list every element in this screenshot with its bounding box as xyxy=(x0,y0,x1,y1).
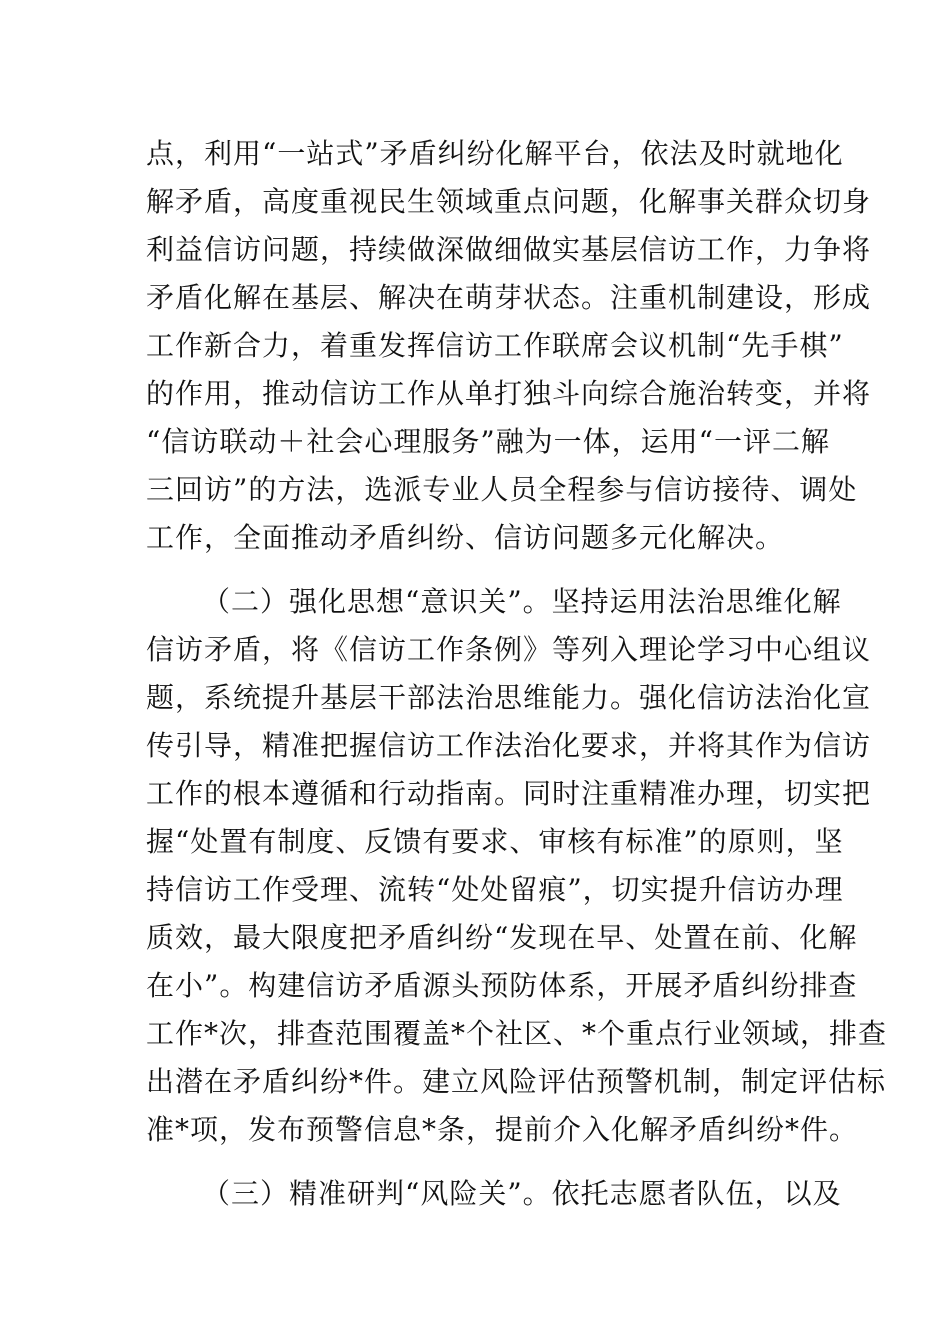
text-line: 的作用，推动信访工作从单打独斗向综合施治转变，并将 xyxy=(146,377,872,410)
text-line: 点，利用“一站式”矛盾纠纷化解平台，依法及时就地化 xyxy=(146,137,844,170)
text-line: 质效，最大限度把矛盾纠纷“发现在早、处置在前、化解 xyxy=(146,921,858,954)
text-line: 利益信访问题，持续做深做细做实基层信访工作，力争将 xyxy=(146,233,872,266)
text-line: 握“处置有制度、反馈有要求、审核有标准”的原则，坚 xyxy=(146,825,844,858)
text-line: 矛盾化解在基层、解决在萌芽状态。注重机制建设，形成 xyxy=(146,281,872,314)
text-line: 持信访工作受理、流转“处处留痕”，切实提升信访办理 xyxy=(146,873,844,906)
text-line: 工作的根本遵循和行动指南。同时注重精准办理，切实把 xyxy=(146,777,872,810)
text-line: 工作*次，排查范围覆盖*个社区、*个重点行业领域，排查 xyxy=(146,1017,888,1050)
text-line: 三回访”的方法，选派专业人员全程参与信访接待、调处 xyxy=(146,473,858,506)
text-line: 题，系统提升基层干部法治思维能力。强化信访法治化宣 xyxy=(146,681,872,714)
text-line: 解矛盾，高度重视民生领域重点问题，化解事关群众切身 xyxy=(146,185,872,218)
text-line: 传引导，精准把握信访工作法治化要求，并将其作为信访 xyxy=(146,729,872,762)
text-line: 准*项，发布预警信息*条，提前介入化解矛盾纠纷*件。 xyxy=(146,1113,859,1146)
text-line: 出潜在矛盾纠纷*件。建立风险评估预警机制，制定评估标 xyxy=(146,1065,887,1098)
section-heading-line: （三）精准研判“风险关”。依托志愿者队伍，以及 xyxy=(202,1177,842,1210)
text-line: 工作，全面推动矛盾纠纷、信访问题多元化解决。 xyxy=(146,521,785,554)
text-line: 工作新合力，着重发挥信访工作联席会议机制“先手棋” xyxy=(146,329,844,362)
text-line: “信访联动＋社会心理服务”融为一体，运用“一评二解 xyxy=(146,425,830,458)
section-heading-line: （二）强化思想“意识关”。坚持运用法治思维化解 xyxy=(202,585,842,618)
text-line: 信访矛盾，将《信访工作条例》等列入理论学习中心组议 xyxy=(146,633,872,666)
text-line: 在小”。构建信访矛盾源头预防体系，开展矛盾纠纷排查 xyxy=(146,969,858,1002)
